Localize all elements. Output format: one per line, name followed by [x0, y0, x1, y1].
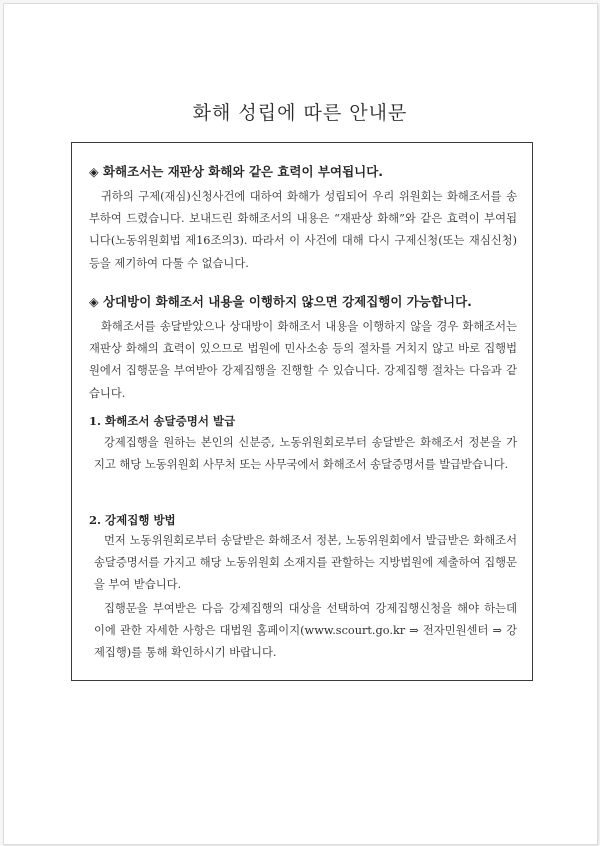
step-paragraph-method [94, 530, 517, 597]
paragraph: 화해조서를 송달받았으나 상대방이 화해조서 내용을 이행하지 않을 경우 화해조서는 재판상 화해의 효력이 있으므로 법원에 민사소송 등의 절차를 거치지 않고 바로 집행법원에서 집행문을 부여받아 강제집행을 진행할 수 있습니다. 강제집행 절차는 다음과 같습니다. [89, 320, 517, 400]
section-heading-effect: ◈ 화해조서는 재판상 화해와 같은 효력이 부여됩니다. [89, 164, 384, 179]
document-title: 화해 성립에 따른 안내문 [192, 102, 408, 124]
paragraph: 강제집행을 원하는 본인의 신분증, 노동위원회로부터 송달받은 화해조서 정본을 가지고 해당 노동위원회 사무처 또는 사무국에서 화해조서 송달증명서를 발급받습니다. [94, 436, 517, 472]
section-paragraph-effect [89, 186, 517, 275]
section-heading-enforcement: ◈ 상대방이 화해조서 내용을 이행하지 않으면 강제집행이 가능합니다. [89, 294, 472, 309]
step-paragraph-certificate [94, 432, 517, 476]
step-heading-method: 2. 강제집행 방법 [89, 513, 176, 527]
paragraph: 귀하의 구제(재심)신청사건에 대하여 화해가 성립되어 우리 위원회는 화해조서를 송부하여 드렸습니다. 보내드린 화해조서의 내용은 “재판상 화해”와 같은 효력이 부여됩니다(노동위원회법 제16조의3). 따라서 이 사건에 대해 다시 구제신청(또는 재심신청) 등을 제기하여 다툴 수 없습니다. [89, 190, 517, 270]
paragraph: 먼저 노동위원회로부터 송달받은 화해조서 정본, 노동위원회에서 발급받은 화해조서 송달증명서를 가지고 해당 노동위원회 소재지를 관할하는 지방법원에 제출하여 집행문을 부여 받습니다. [94, 534, 517, 592]
step-paragraph-method-detail [94, 598, 517, 665]
paragraph: 집행문을 부여받은 다음 강제집행의 대상을 선택하여 강제집행신청을 해야 하는데 이에 관한 자세한 사항은 대법원 홈페이지(www.scourt.go.kr ⇒ 전자민원센터 ⇒ 강제집행)를 통해 확인하시기 바랍니다. [94, 602, 517, 660]
section-paragraph-enforcement [89, 316, 517, 405]
step-heading-certificate: 1. 화해조서 송달증명서 발급 [89, 414, 236, 428]
